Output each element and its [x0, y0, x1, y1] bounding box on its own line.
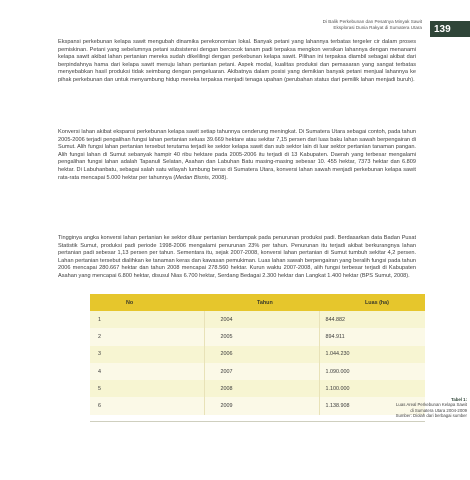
- cell-no: 3: [98, 351, 101, 358]
- caption-line-2: di Sumatera Utara 2004-2009: [410, 407, 467, 413]
- paragraph-2: [58, 129, 416, 182]
- cell-no: 4: [98, 368, 101, 375]
- running-head-line-2: Eksplorasi Dunia Rakyat di Sumatera Utara: [333, 25, 422, 30]
- cell-luas: 894.911: [319, 328, 425, 345]
- running-head: [323, 19, 422, 31]
- page-header: [0, 0, 470, 36]
- cell-luas: 1.138.908: [319, 397, 425, 414]
- paragraph-2-text: Konversi lahan akibat ekspansi perkebunan kelapa sawit setiap tahunnya cenderung meningkat. Di Sumatera Utara sebagai contoh, pada tahun 2005-2006 terjadi pengalihan fungsi lahan pertanian seluas 39.669 hektare atau sekitar 7,15 persen dari luas baku lahan sawah berpengairan di Sumut. Alih fungsi lahan pertanian tersebut terutama terjadi ke sektor kelapa sawit dan sub sektor lain di luar sektor pertanian tanaman pangan. Alih fungsi lahan di Sumut sebanyak hampir 40 ribu hektare pada 2005-2006 itu terjadi di 13 Kabupaten. Daerah yang terbesar mengalami pengalihan fungsi lahan adalah Tapanuli Selatan, Asahan dan Labuhan Batu masing-masing sebesar 10. 455 hektar, 7373 hektar dan 6.809 hektar. Di Labuhanbatu, sebagai salah satu wilayah lumbung beras di Sumatera Utara, konversi lahan sawah menjadi perkebunan kelapa sawit rata-rata mencapai 5.000 hektar per tahunnya (: [58, 129, 416, 181]
- caption-line-1: Luas Areal Perkebunan Kelapa Sawit: [396, 402, 467, 408]
- cell-luas: 1.100.000: [319, 380, 425, 397]
- table-row: [90, 380, 425, 397]
- cell-no: 5: [98, 385, 101, 392]
- paragraph-1: Ekspansi perkebunan kelapa sawit mengubah dinamika perekonomian lokal. Banyak petani yang lahannya terbatas tergeler cir dalam proses pemiskinan. Petani yang sebelumnya petani subsistensi dengan bercocok tanam padi terpaksa mengkon versikan lahannya dengan menanami kelapa sawit akibat lahan pertanian mereka sudah dikelilingi dengan perkebunan kelapa sawit. Pilihan ini terpaksa diambil sebagai akibat dari berpindahnya hama dari kelapa sawit menuju lahan pertanian petani. Aspek modal, kualitas produksi dan pemasaran yang sangat terbatas menyebabkan hasil produksi tidak seimbang dengan pengeluaran. Akibatnya dalam posisi yang demikian banyak petani menjual lahannya ke pihak perkebunan dan untuk menyambung hidup mereka terpaksa menjadi tenaga upahan (perubahan status dari pemilik lahan menjadi buruh).: [58, 39, 416, 83]
- cell-tahun: 2009: [204, 397, 319, 414]
- cell-tahun: 2005: [204, 328, 319, 345]
- column-header-tahun: Tahun: [257, 299, 273, 306]
- cell-no: 1: [98, 316, 101, 323]
- table-row: [90, 328, 425, 345]
- column-header-no: No: [126, 299, 134, 306]
- data-table: [90, 294, 425, 415]
- data-table-container: [90, 294, 425, 415]
- cell-luas: 844.882: [319, 311, 425, 328]
- table-caption: [396, 397, 467, 419]
- cell-luas: 1.044.230: [319, 346, 425, 363]
- caption-line-3: Sumber: Diolah dari berbagai sumber: [395, 413, 467, 419]
- column-header-luas: Luas (ha): [365, 299, 389, 306]
- table-row: [90, 363, 425, 380]
- caption-title: Tabel 1:: [451, 397, 467, 402]
- table-row: [90, 397, 425, 414]
- paragraph-2-citation: Medan Bisnis: [175, 174, 209, 181]
- cell-luas: 1.090.000: [319, 363, 425, 380]
- page-number: 139: [430, 21, 470, 37]
- table-header-row: [90, 294, 425, 311]
- cell-tahun: 2004: [204, 311, 319, 328]
- cell-tahun: 2006: [204, 346, 319, 363]
- table-row: [90, 346, 425, 363]
- table-row: [90, 311, 425, 328]
- cell-no: 6: [98, 403, 101, 410]
- cell-tahun: 2008: [204, 380, 319, 397]
- running-head-line-1: Di Balik Perkebunan dan Pesatnya Minyak Sawit: [322, 19, 422, 24]
- cell-no: 2: [98, 333, 101, 340]
- paragraph-3: Tingginya angka konversi lahan pertanian ke sektor diluar pertanian berdampak pada penurunan produksi padi. Berdasarkan data Badan Pusat Statistik Sumut, produksi padi periode 1998-2006 mengalami penurunan 23% per tahun. Penurunan itu terjadi akibat berkurangnya lahan pertanian padi sebesar 1,13 persen per tahun. Sementara itu, sejak 2007-2008, konversi lahan pertanian di Sumut tumbuh sekitar 4,2 persen. Lahan pertanian tersebut dialihkan ke tanaman keras dan kawasan pemukiman. Luas lahan sawah berpengairan yang beralih fungsi pada tahun 2006 mencapai 280.667 hektar dan tahun 2008 mencapai 278.560 hektar. Kurun waktu 2007-2008, alih fungsi terbesar terjadi di Kabupaten Asahan yang mencapai 6.800 hektar, disusul Nias 6.700 hektar, Serdang Bedagai 2.300 hektar dan Langkat 1.400 hektar (BPS Sumut, 2008).: [58, 235, 416, 279]
- table-bottom-rule: [90, 421, 425, 422]
- paragraph-2-end: , 2008).: [208, 174, 228, 181]
- cell-tahun: 2007: [204, 363, 319, 380]
